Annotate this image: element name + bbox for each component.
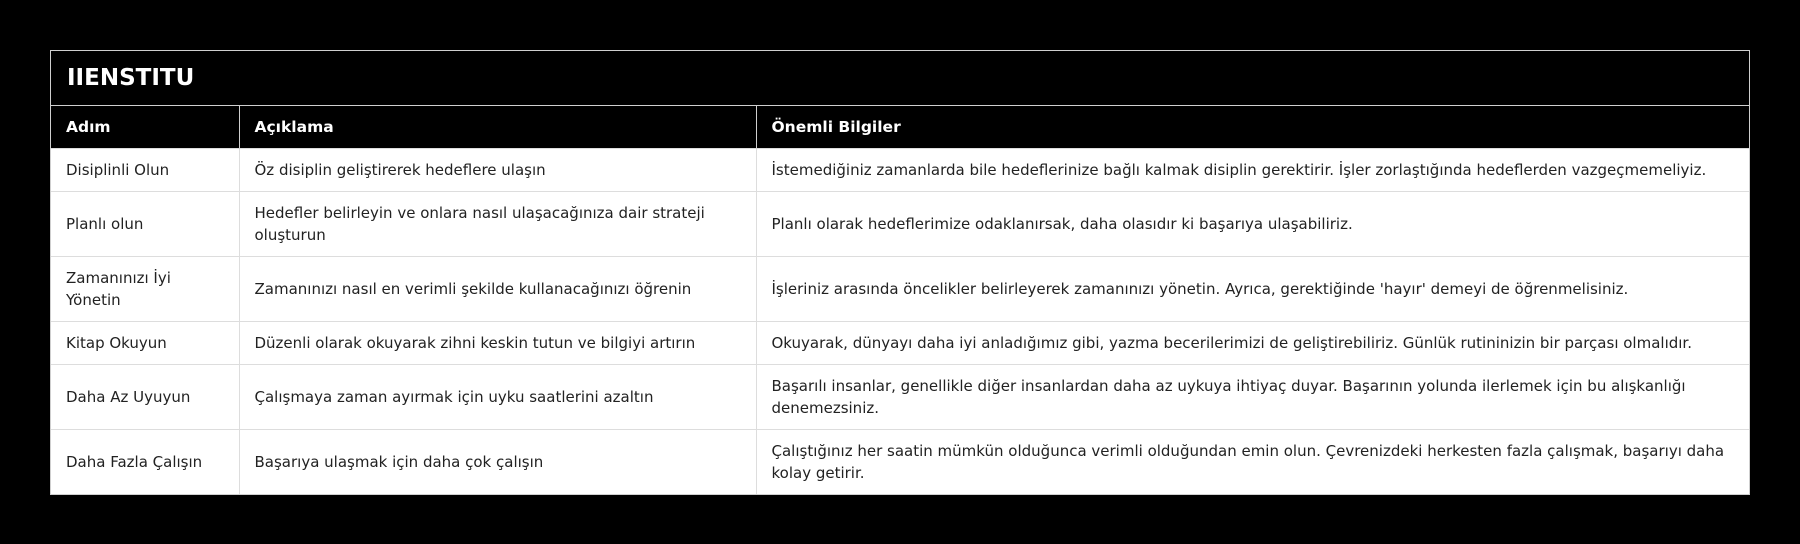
- table-title: IIENSTITU: [51, 51, 1749, 106]
- cell-info: Çalıştığınız her saatin mümkün olduğunca verimli olduğundan emin olun. Çevrenizdeki herkesten fazla çalışmak, başarıyı daha kolay getirir.: [756, 429, 1749, 494]
- cell-description: Düzenli olarak okuyarak zihni keskin tutun ve bilgiyi artırın: [239, 321, 756, 364]
- table-row: [51, 364, 1749, 429]
- cell-description: Başarıya ulaşmak için daha çok çalışın: [239, 429, 756, 494]
- cell-step: Daha Az Uyuyun: [51, 364, 239, 429]
- cell-step: Kitap Okuyun: [51, 321, 239, 364]
- cell-info: Başarılı insanlar, genellikle diğer insanlardan daha az uykuya ihtiyaç duyar. Başarının yolunda ilerlemek için bu alışkanlığı denemezsiniz.: [756, 364, 1749, 429]
- cell-info: İstemediğiniz zamanlarda bile hedeflerinize bağlı kalmak disiplin gerektirir. İşler zorlaştığında hedeflerden vazgeçmemeliyiz.: [756, 148, 1749, 191]
- cell-description: Hedefler belirleyin ve onlara nasıl ulaşacağınıza dair strateji oluşturun: [239, 191, 756, 256]
- cell-step: Daha Fazla Çalışın: [51, 429, 239, 494]
- header-description: Açıklama: [239, 106, 756, 148]
- cell-step: Disiplinli Olun: [51, 148, 239, 191]
- cell-description: Çalışmaya zaman ayırmak için uyku saatlerini azaltın: [239, 364, 756, 429]
- cell-step: Planlı olun: [51, 191, 239, 256]
- cell-info: Planlı olarak hedeflerimize odaklanırsak, daha olasıdır ki başarıya ulaşabiliriz.: [756, 191, 1749, 256]
- header-info: Önemli Bilgiler: [756, 106, 1749, 148]
- cell-description: Öz disiplin geliştirerek hedeflere ulaşın: [239, 148, 756, 191]
- cell-description: Zamanınızı nasıl en verimli şekilde kullanacağınızı öğrenin: [239, 256, 756, 321]
- steps-grid: [51, 106, 1749, 494]
- header-row: [51, 106, 1749, 148]
- table-row: [51, 256, 1749, 321]
- table-row: [51, 429, 1749, 494]
- table-row: [51, 191, 1749, 256]
- table-row: [51, 321, 1749, 364]
- table-row: [51, 148, 1749, 191]
- cell-info: İşleriniz arasında öncelikler belirleyerek zamanınızı yönetin. Ayrıca, gerektiğinde 'hayır' demeyi de öğrenmelisiniz.: [756, 256, 1749, 321]
- steps-table: [50, 50, 1750, 495]
- cell-step: Zamanınızı İyi Yönetin: [51, 256, 239, 321]
- cell-info: Okuyarak, dünyayı daha iyi anladığımız gibi, yazma becerilerimizi de geliştirebiliriz. Günlük rutininizin bir parçası olmalıdır.: [756, 321, 1749, 364]
- header-step: Adım: [51, 106, 239, 148]
